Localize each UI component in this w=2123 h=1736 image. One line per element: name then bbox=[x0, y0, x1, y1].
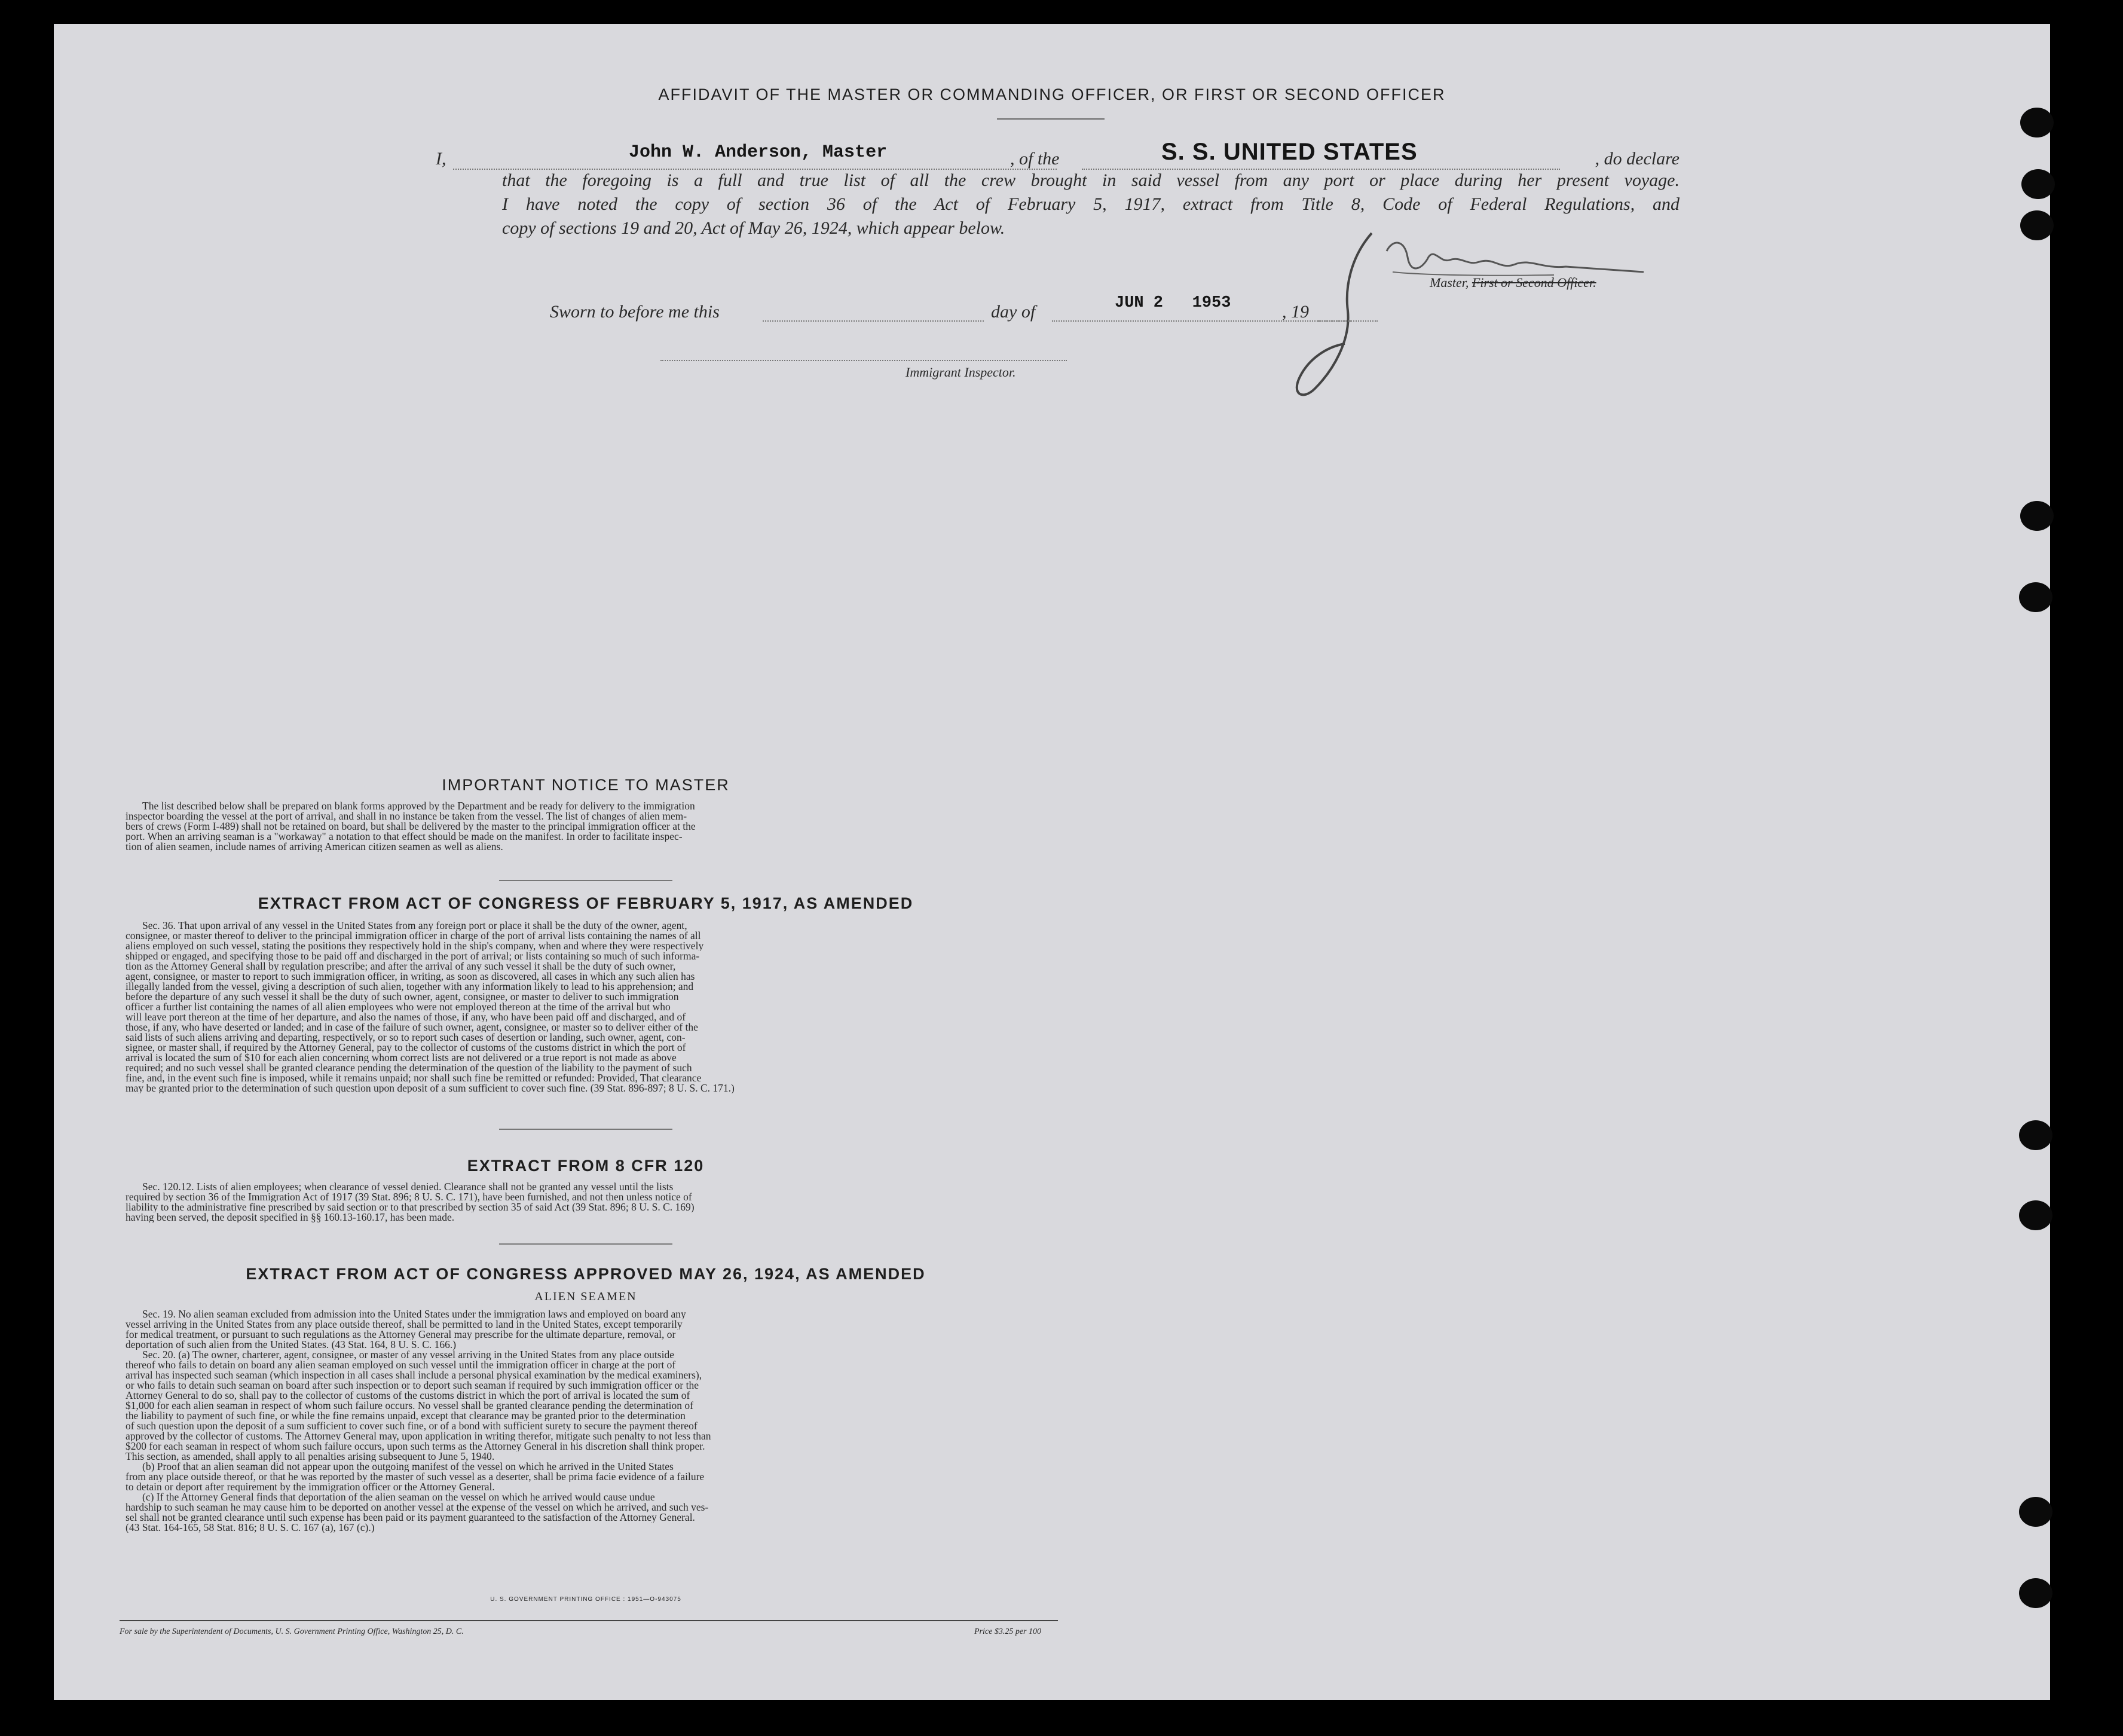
extract-1917-title: EXTRACT FROM ACT OF CONGRESS OF FEBRUARY 5, 1917, AS AMENDED bbox=[258, 894, 914, 912]
price-note: Price $3.25 per 100 bbox=[974, 1627, 1041, 1636]
text-line: Attorney General to do so, shall pay to the collector of customs of the customs district in which the port of arrival is located the sum of bbox=[126, 1390, 690, 1401]
text-line: The list described below shall be prepared on blank forms approved by the Department and be ready for delivery to the immigration bbox=[142, 801, 695, 811]
punch-hole bbox=[2020, 501, 2054, 531]
vessel-name: S. S. UNITED STATES bbox=[1161, 139, 1418, 165]
text-line: signee, or master shall, if required by the Attorney General, pay to the collector of customs of the customs district in which the port of bbox=[126, 1043, 686, 1053]
text-line: (c) If the Attorney General finds that deportation of the alien seaman on the vessel on which he arrived would cause undue bbox=[142, 1492, 655, 1502]
extract-1917-body bbox=[126, 921, 1046, 1093]
text-line: agent, consignee, or master to report to such immigration officer, in writing, as soon as discovered, all cases in which any such alien has bbox=[126, 971, 695, 982]
text-line: (43 Stat. 164-165, 58 Stat. 816; 8 U. S. C. 167 (a), 167 (c).) bbox=[126, 1523, 375, 1533]
text-line: shipped or engaged, and specifying those to be paid off and discharged in the port of arrival; or lists containing so much of such informa- bbox=[126, 951, 700, 961]
text-line: required; and no such vessel shall be granted clearance pending the determination of the question of the liability to the payment of such bbox=[126, 1063, 692, 1073]
text-line: liability to the administrative fine prescribed by said section or to that prescribed by section 35 of said Act (39 Stat. 896; 8 U. S. C. 169) bbox=[126, 1202, 695, 1212]
document-page bbox=[54, 24, 2050, 1700]
text-line: to detain or deport after requirement by the immigration officer or the Attorney General. bbox=[126, 1482, 495, 1492]
text-line: sel shall not be granted clearance until such expense has been paid or its payment guaranteed to the satisfaction of the Attorney General. bbox=[126, 1512, 695, 1523]
text-line: $1,000 for each alien seaman in respect of whom such failure occurs. No vessel shall be granted clearance pending the determination of bbox=[126, 1401, 693, 1411]
inspector-signature-line bbox=[660, 360, 1067, 361]
text-line: Sec. 120.12. Lists of alien employees; when clearance of vessel denied. Clearance shall not be granted any vessel until the lists bbox=[142, 1182, 674, 1192]
of-the-label: , of the bbox=[1010, 149, 1060, 169]
text-line: $200 for each seaman in respect of whom such failure occurs, upon such terms as the Attorney General in his discretion shall think proper. bbox=[126, 1441, 705, 1451]
text-line: Sec. 19. No alien seaman excluded from admission into the United States under the immigration laws and employed on board any bbox=[142, 1309, 686, 1319]
text-line: those, if any, who have deserted or landed; and in case of the failure of such owner, agent, consignee, or master so to deliver either of the bbox=[126, 1022, 698, 1032]
text-line: may be granted prior to the determination of such question upon deposit of a sum sufficient to cover such fine. (39 Stat. 896-897; 8 U. S. C. 171.) bbox=[126, 1083, 735, 1093]
sale-note: For sale by the Superintendent of Documents, U. S. Government Printing Office, Washington 25, D. C. bbox=[120, 1627, 464, 1636]
text-line: of such question upon the deposit of a sum sufficient to cover such fine, or of a bond with sufficient surety to secure the payment thereof bbox=[126, 1421, 698, 1431]
affidavit-line-2: that the foregoing is a full and true list of all the crew brought in said vessel from any port or place during her present voyage. bbox=[502, 170, 1680, 190]
struck-officer-label: First or Second Officer. bbox=[1472, 275, 1596, 290]
master-caption bbox=[1430, 275, 1596, 291]
master-label: Master, bbox=[1430, 275, 1469, 290]
title-divider bbox=[997, 118, 1105, 120]
text-line: required by section 36 of the Immigration Act of 1917 (39 Stat. 896; 8 U. S. C. 171), have been furnished, and not then unless notice of bbox=[126, 1192, 692, 1202]
text-line: inspector boarding the vessel at the port of arrival, and shall in no instance be taken from the vessel. The list of changes of alien mem- bbox=[126, 811, 687, 821]
text-line: Sec. 36. That upon arrival of any vessel in the United States from any foreign port or place it shall be the duty of the owner, agent, bbox=[142, 921, 687, 931]
divider-1 bbox=[499, 880, 672, 881]
punch-hole bbox=[2019, 582, 2052, 612]
punch-hole bbox=[2020, 210, 2054, 240]
text-line: approved by the collector of customs. The Attorney General may, upon application in writing therefor, mitigate such penalty to not less than bbox=[126, 1431, 711, 1441]
text-line: consignee, or master thereof to deliver to the principal immigration officer in charge of the port of arrival lists containing the names of all bbox=[126, 931, 701, 941]
alien-seamen-subtitle: ALIEN SEAMEN bbox=[534, 1290, 637, 1303]
text-line: arrival is located the sum of $10 for each alien concerning whom correct lists are not delivered or a true report is not made as above bbox=[126, 1053, 677, 1063]
text-line: having been served, the deposit specified in §§ 160.13-160.17, has been made. bbox=[126, 1212, 455, 1222]
punch-hole bbox=[2019, 1200, 2052, 1230]
text-line: illegally landed from the vessel, giving a description of such alien, together with any information likely to lead to his apprehension; and bbox=[126, 982, 694, 992]
text-line: fine, and, in the event such fine is imposed, while it remains unpaid; nor shall such fine be remitted or refunded: Provided, That clearance bbox=[126, 1073, 702, 1083]
text-line: This section, as amended, shall apply to all penalties arising subsequent to June 5, 1940. bbox=[126, 1451, 495, 1462]
text-line: will leave port thereon at the time of her departure, and also the names of those, if any, who have been paid off and discharged, and of bbox=[126, 1012, 686, 1022]
text-line: bers of crews (Form I-489) shall not be retained on board, but shall be delivered by the master to the principal immigration officer at the bbox=[126, 821, 696, 832]
year-label: , 19 bbox=[1282, 302, 1309, 322]
punch-hole bbox=[2020, 108, 2054, 137]
text-line: said lists of such aliens arriving and departing, respectively, or so to report such cases of desertion or landing, such owner, agent, con- bbox=[126, 1032, 686, 1043]
punch-hole bbox=[2021, 169, 2055, 199]
punch-hole bbox=[2019, 1578, 2052, 1608]
text-line: or who fails to detain such seaman on board after such inspection or to deport such seaman if required by such immigration officer or the bbox=[126, 1380, 699, 1390]
text-line: arrival has inspected such seaman (which inspection in all cases shall include a personal physical examination by the medical examiners), bbox=[126, 1370, 702, 1380]
punch-hole bbox=[2019, 1120, 2052, 1150]
notice-title: IMPORTANT NOTICE TO MASTER bbox=[442, 776, 730, 794]
i-label: I, bbox=[436, 149, 446, 169]
text-line: vessel arriving in the United States from any place outside thereof, shall be permitted to land in the United States, except temporarily bbox=[126, 1319, 683, 1329]
text-line: deportation of such alien from the United States. (43 Stat. 164, 8 U. S. C. 166.) bbox=[126, 1340, 457, 1350]
text-line: officer a further list containing the names of all alien employees who were not employed thereon at the time of the arrival but who bbox=[126, 1002, 671, 1012]
inspector-caption: Immigrant Inspector. bbox=[906, 365, 1016, 380]
affidavit-line-4: copy of sections 19 and 20, Act of May 26, 1924, which appear below. bbox=[502, 218, 1005, 238]
text-line: port. When an arriving seaman is a "workaway" a notation to that effect should be made on the manifest. In order to facilitate inspec- bbox=[126, 832, 683, 842]
do-declare-label: , do declare bbox=[1595, 149, 1680, 169]
printing-office-note: U. S. GOVERNMENT PRINTING OFFICE : 1951—O-943075 bbox=[490, 1596, 681, 1603]
divider-3 bbox=[499, 1243, 672, 1245]
text-line: before the departure of any such vessel it shall be the duty of such owner, agent, consignee, or master to deliver to such immigration bbox=[126, 992, 679, 1002]
sworn-day-line bbox=[763, 320, 984, 322]
year-line bbox=[1318, 320, 1378, 322]
notice-body bbox=[126, 801, 1046, 852]
text-line: hardship to such seaman he may cause him to be deported on another vessel at the expense of the vessel on which he arrived, and such ves- bbox=[126, 1502, 709, 1512]
text-line: from any place outside thereof, or that he was reported by the master of such vessel as a deserter, shall be prima facie evidence of a failure bbox=[126, 1472, 705, 1482]
extract-1924-body bbox=[126, 1309, 1046, 1533]
extract-cfr-title: EXTRACT FROM 8 CFR 120 bbox=[467, 1157, 705, 1175]
text-line: the liability to payment of such fine, or while the fine remains unpaid, except that clearance may be granted prior to the determination bbox=[126, 1411, 686, 1421]
extract-cfr-body bbox=[126, 1182, 1046, 1222]
affidavit-line-3: I have noted the copy of section 36 of the Act of February 5, 1917, extract from Title 8, Code of Federal Regulations, and bbox=[502, 194, 1680, 214]
sworn-date-stamp: JUN 2 1953 bbox=[1115, 294, 1231, 312]
day-of-label: day of bbox=[991, 302, 1036, 322]
text-line: tion of alien seamen, include names of arriving American citizen seamen as well as aliens. bbox=[126, 842, 503, 852]
sworn-label: Sworn to before me this bbox=[550, 302, 720, 322]
text-line: for medical treatment, or pursuant to such regulations as the Attorney General may prescribe for the ultimate departure, removal, or bbox=[126, 1329, 676, 1340]
text-line: thereof who fails to detain on board any alien seaman employed on such vessel until the immigration officer in charge at the port of bbox=[126, 1360, 676, 1370]
extract-1924-title: EXTRACT FROM ACT OF CONGRESS APPROVED MAY 26, 1924, AS AMENDED bbox=[246, 1265, 926, 1283]
divider-2 bbox=[499, 1129, 672, 1130]
name-line bbox=[453, 169, 1057, 170]
text-line: Sec. 20. (a) The owner, charterer, agent, consignee, or master of any vessel arriving in the United States from any place outside bbox=[142, 1350, 674, 1360]
text-line: tion as the Attorney General shall by regulation prescribe; and after the arrival of any such vessel it shall be the duty of such owner, bbox=[126, 961, 676, 971]
master-name: John W. Anderson, Master bbox=[629, 142, 888, 163]
text-line: aliens employed on such vessel, stating the positions they respectively hold in the ship's company, when and where they were respectively bbox=[126, 941, 704, 951]
affidavit-title: AFFIDAVIT OF THE MASTER OR COMMANDING OFFICER, OR FIRST OR SECOND OFFICER bbox=[658, 85, 1446, 103]
punch-hole bbox=[2019, 1497, 2052, 1527]
footer-rule bbox=[120, 1620, 1058, 1621]
text-line: (b) Proof that an alien seaman did not appear upon the outgoing manifest of the vessel on which he arrived in the United States bbox=[142, 1462, 674, 1472]
